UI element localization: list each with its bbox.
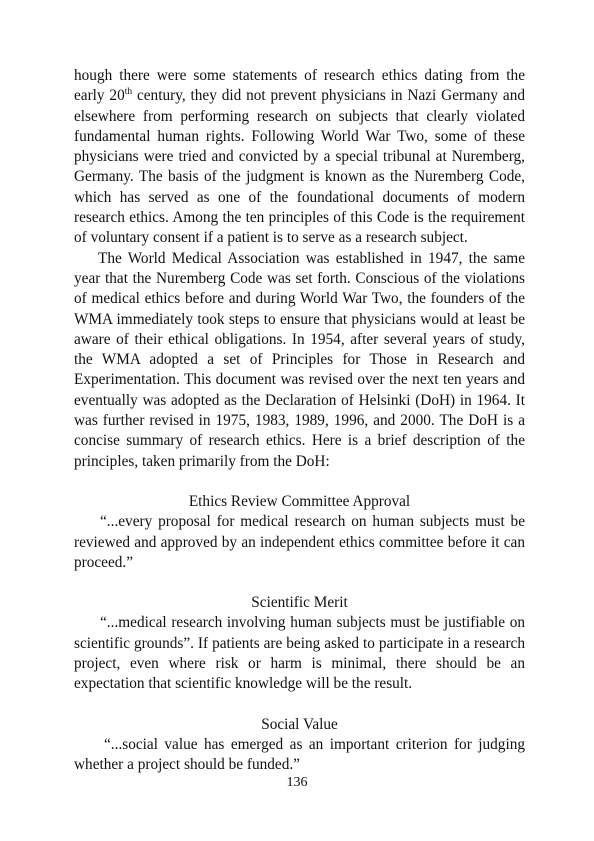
heading-scientific-merit: Scientific Merit	[251, 594, 348, 612]
paragraph-wma: The World Medical Association was established in 1947, the same year that the Nuremberg Code was set forth. Conscious of the violations of medical ethics before and during World War Two, the founders of the WMA immediately took steps to ensure that physicians would at least be aware of their ethical obligations. In 1954, after several years of study, the WMA adopted a set of Principles for Those in Research and Experimentation. This document was revised over the next ten years and eventually was adopted as the Declaration of Helsinki (DoH) in 1964. It was further revised in 1975, 1983, 1989, 1996, and 2000. The DoH is a concise summary of research ethics. Here is a brief description of the principles, taken primarily from the DoH:	[74, 249, 525, 470]
quote-ethics-review: “...every proposal for medical research on human subjects must be reviewed and approved by an independent ethics committee before it can proceed.”	[74, 513, 525, 571]
page-number: 136	[286, 775, 308, 790]
paragraph-nuremberg-rest: century, they did not prevent physicians in Nazi Germany and elsewhere from performing research on subjects that clearly violated fundamental human rights. Following World War Two, some of these physicians were tried and convicted by a special tribunal at Nuremberg, Germany. The basis of the judgment is known as the Nuremberg Code, which has served as one of the foundational documents of modern research ethics. Among the ten principles of this Code is the requirement of voluntary consent if a patient is to serve as a research subject.	[74, 87, 526, 247]
heading-ethics-review: Ethics Review Committee Approval	[188, 492, 411, 510]
paragraph-scientific-merit: “...medical research involving human subjects must be justifiable on scientific grounds”. If patients are being asked to participate in a research project, even where risk or harm is minimal, there should be an expectation that scientific knowledge will be the result.	[74, 614, 525, 693]
paragraph-nuremberg	[74, 66, 525, 249]
page-body	[74, 66, 525, 776]
quote-social-value: “...social value has emerged as an important criterion for judging whether a project should be funded.”	[74, 735, 525, 774]
heading-social-value: Social Value	[261, 715, 338, 733]
ordinal-superscript: th	[124, 87, 133, 98]
paragraph-nuremberg-start: hough there were some statements of research ethics dating from the early 20	[74, 67, 525, 105]
